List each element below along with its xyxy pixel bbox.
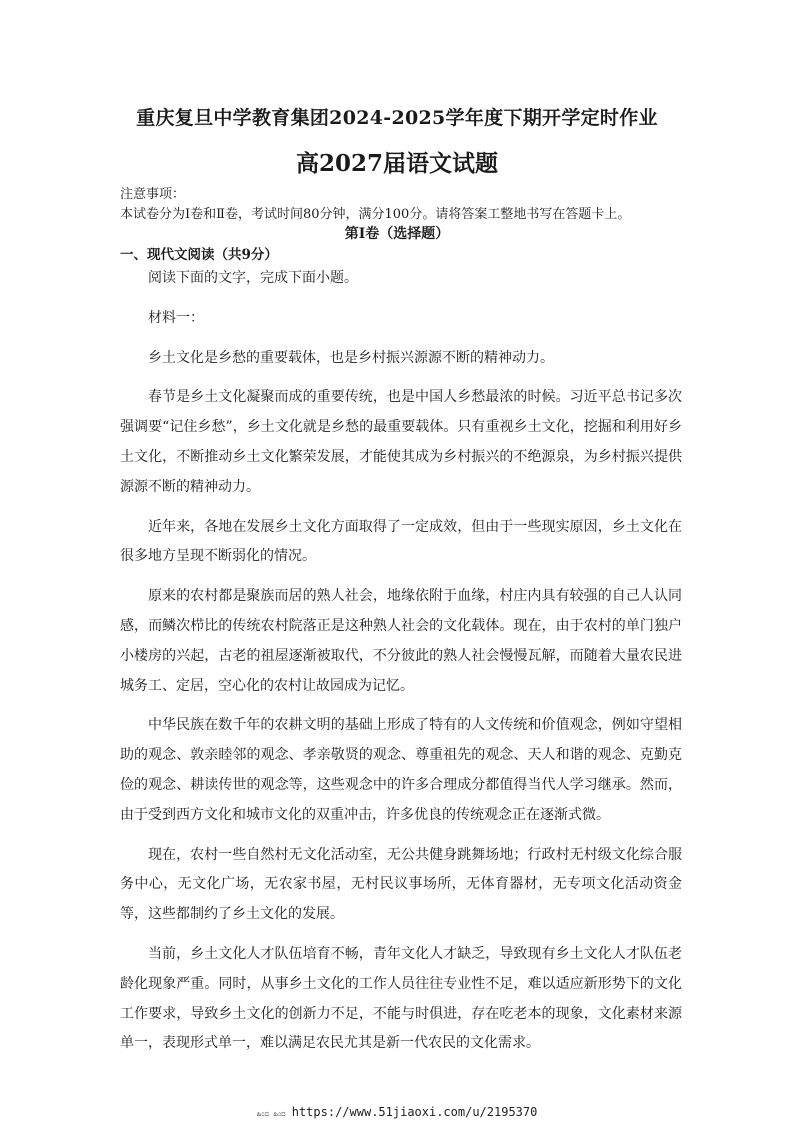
passage-paragraph: 近年来，各地在发展乡土文化方面取得了一定成效，但由于一些现实原因，乡土文化在很多地方呈现不断弱化的情况。	[120, 518, 682, 565]
passage-paragraph: 春节是乡土文化凝聚而成的重要传统，也是中国人乡愁最浓的时候。习近平总书记多次强调要“记住乡愁”，乡土文化就是乡愁的最重要载体。只有重视乡土文化，挖掘和利用好乡土文化，不断推动乡土文化繁荣发展，才能使其成为乡村振兴的不绝源泉，为乡村振兴提供源源不断的精神动力。	[120, 389, 682, 495]
notes-label: 注意事项：	[120, 187, 186, 202]
exam-title: 重庆复旦中学教育集团2024-2025学年度下期开学定时作业	[136, 107, 658, 129]
reading-passage	[120, 264, 682, 1069]
passage-paragraph: 乡土文化是乡愁的重要载体，也是乡村振兴源源不断的精神动力。	[148, 349, 554, 366]
exam-subtitle: 高2027届语文试题	[295, 150, 498, 177]
section-title: 一、现代文阅读（共9分）	[120, 247, 278, 263]
passage-paragraph: 原来的农村都是聚族而居的熟人社会，地缘依附于血缘，村庄内具有较强的自己人认同感，而鳞次栉比的传统农村院落正是这种熟人社会的文化载体。现在，由于农村的单门独户小楼房的兴起，古老的祖屋逐渐被取代，不分彼此的熟人社会慢慢瓦解，而随着大量农民进城务工、定居，空心化的农村让故园成为记忆。	[120, 588, 682, 694]
passage-paragraph: 中华民族在数千年的农耕文明的基础上形成了特有的人文传统和价值观念，例如守望相助的观念、敦亲睦邻的观念、孝亲敬贤的观念、尊重祖先的观念、天人和谐的观念、克勤克俭的观念、耕读传世的观念等，这些观念中的许多合理成分都值得当代人学习继承。然而，由于受到西方文化和城市文化的双重冲击，许多优良的传统观念正在逐渐式微。	[120, 717, 682, 823]
source-url: https://www.51jiaoxi.com/u/2195370	[291, 1105, 538, 1119]
passage-paragraph: 现在，农村一些自然村无文化活动室，无公共健身跳舞场地；行政村无村级文化综合服务中心，无文化广场，无农家书屋，无村民议事场所，无体育器材，无专项文化活动资金等，这些都制约了乡土文化的发展。	[120, 846, 682, 923]
passage-paragraph: 当前，乡土文化人才队伍培育不畅，青年文化人才缺乏，导致现有乡土文化人才队伍老龄化现象严重。同时，从事乡土文化的工作人员往往专业性不足，难以适应新形势下的文化工作要求，导致乡土文化的创新力不足，不能与时俱进，存在吃老本的现象，文化素材来源单一，表现形式单一，难以满足农民尤其是新一代农民的文化需求。	[120, 945, 682, 1052]
volume-title: 第Ⅰ卷（选择题）	[344, 226, 450, 242]
instruction-text: 阅读下面的文字，完成下面小题。	[148, 270, 358, 286]
notes-text: 本试卷分为Ⅰ卷和Ⅱ卷，考试时间80分钟，满分100分。请将答案工整地书写在答题卡上。	[120, 207, 631, 222]
watermark-stamp: ಹಿಂದ ಹಿಂದ	[256, 1110, 286, 1118]
page-footer	[0, 1105, 794, 1119]
material-label: 材料一：	[148, 309, 204, 326]
